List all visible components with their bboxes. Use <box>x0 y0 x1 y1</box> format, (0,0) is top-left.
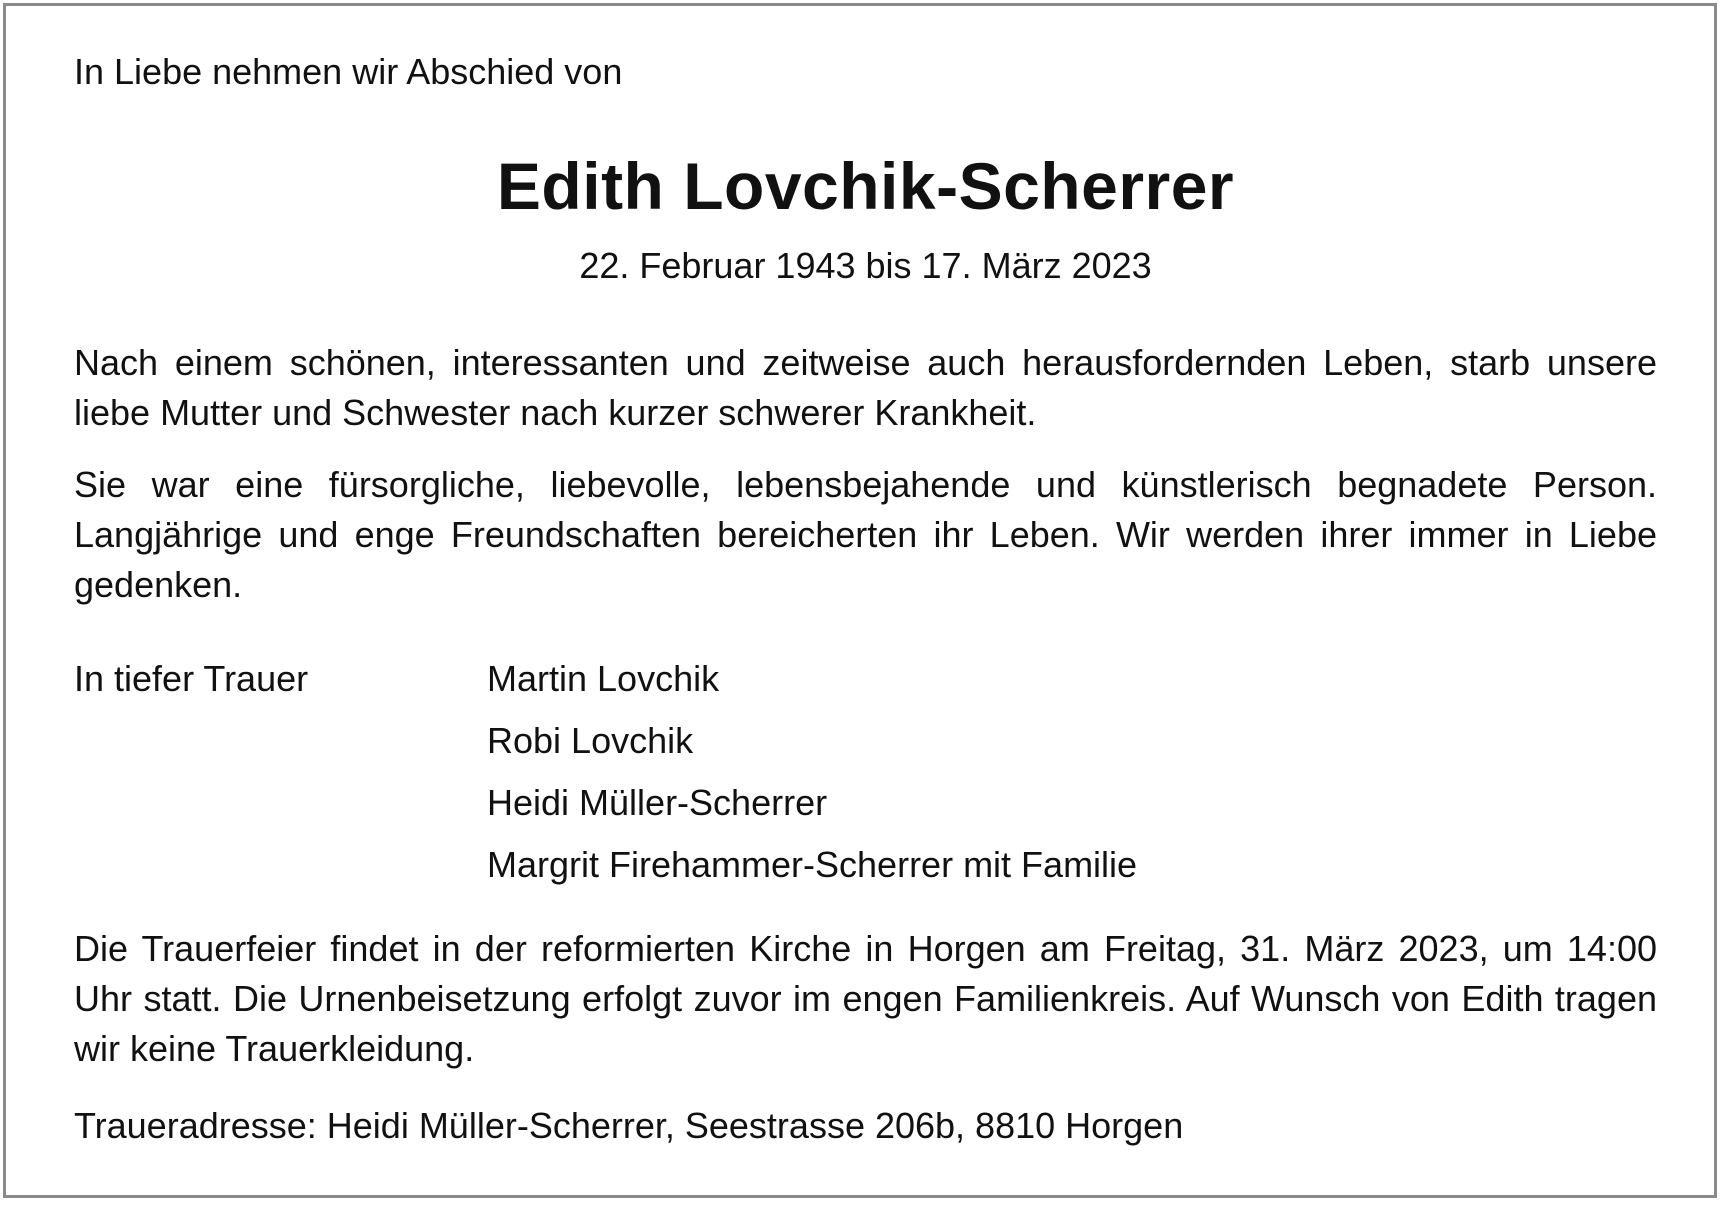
paragraph-life: Nach einem schönen, interessanten und zeitweise auch herausfordernden Leben, starb unsere liebe Mutter und Schwester nach kurzer schwerer Krankheit. <box>74 342 1657 433</box>
mourners-list <box>487 648 1137 896</box>
mourner-name: Robi Lovchik <box>487 720 694 761</box>
mourner-name: Heidi Müller-Scherrer <box>487 782 828 823</box>
notice-content <box>74 50 1657 1184</box>
mourner-name: Margrit Firehammer-Scherrer mit Familie <box>487 844 1138 885</box>
mourner-name: Martin Lovchik <box>487 658 720 699</box>
mourning-address: Traueradresse: Heidi Müller-Scherrer, Seestrasse 206b, 8810 Horgen <box>74 1105 1184 1146</box>
mourners-block <box>74 648 1657 896</box>
paragraph-ceremony: Die Trauerfeier findet in der reformierten Kirche in Horgen am Freitag, 31. März 2023, um 14:00 Uhr statt. Die Urnenbeisetzung erfolgt zuvor im engen Familienkreis. Auf Wunsch von Edith tragen wir keine Trauerkleidung. <box>74 928 1657 1069</box>
intro-line: In Liebe nehmen wir Abschied von <box>74 51 623 92</box>
obituary-notice <box>3 3 1717 1198</box>
life-dates: 22. Februar 1943 bis 17. März 2023 <box>579 245 1152 286</box>
deceased-name: Edith Lovchik-Scherrer <box>496 149 1235 223</box>
paragraph-character: Sie war eine fürsorgliche, liebevolle, lebensbejahende und künstlerisch begnadete Person. Langjährige und enge Freundschaften bereicherten ihr Leben. Wir werden ihrer immer in Liebe gedenken. <box>74 464 1657 605</box>
mourning-label: In tiefer Trauer <box>74 658 309 699</box>
